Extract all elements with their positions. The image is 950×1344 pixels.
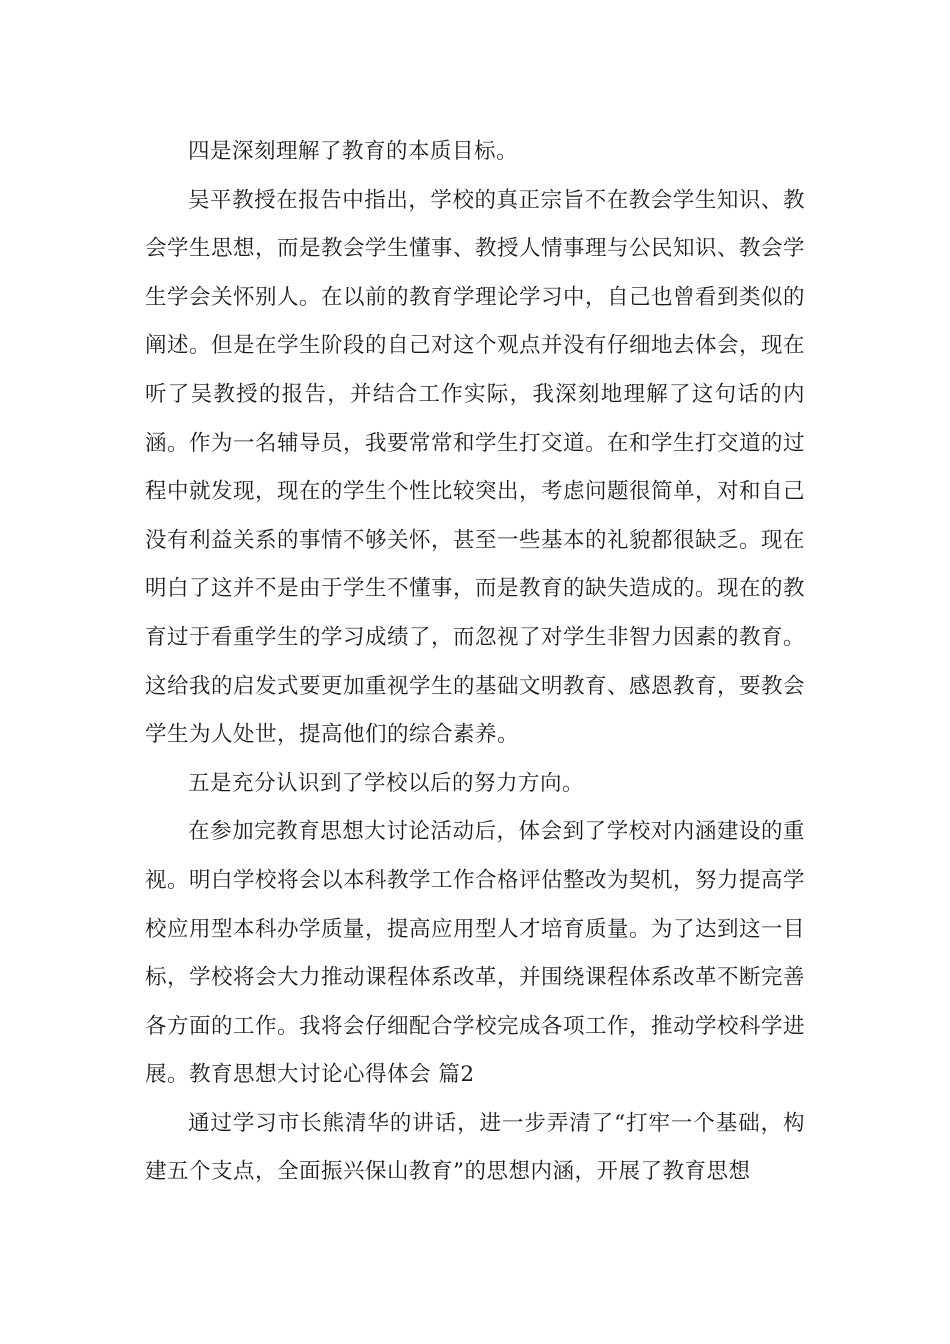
- paragraph-point-five-heading: 五是充分认识到了学校以后的努力方向。: [188, 770, 585, 796]
- paragraph-part-two-intro: 通过学习市长熊清华的讲话，进一步弄清了“打牢一个基础，构建五个支点，全面振兴保山教育”的思想内涵，开展了教育思想: [145, 1110, 805, 1185]
- document-page: [145, 128, 805, 1197]
- paragraph-point-four-heading: 四是深刻理解了教育的本质目标。: [188, 139, 519, 164]
- paragraph-point-five-body: 在参加完教育思想大讨论活动后，体会到了学校对内涵建设的重视。明白学校将会以本科教学工作合格评估整改为契机，努力提高学校应用型本科办学质量，提高应用型人才培育质量。为了达到这一目标，学校将会大力推动课程体系改革，并围绕课程体系改革不断完善各方面的工作。我将会仔细配合学校完成各项工作，推动学校科学进展。教育思想大讨论心得体会 篇2: [145, 819, 806, 1088]
- paragraph-point-four-body: 吴平教授在报告中指出，学校的真正宗旨不在教会学生知识、教会学生思想，而是教会学生懂事、教授人情事理与公民知识、教会学生学会关怀别人。在以前的教育学理论学习中，自己也曾看到类似的阐述。但是在学生阶段的自己对这个观点并没有仔细地去体会，现在听了吴教授的报告，并结合工作实际，我深刻地理解了这句话的内涵。作为一名辅导员，我要常常和学生打交道。在和学生打交道的过程中就发现，现在的学生个性比较突出，考虑问题很简单，对和自己没有利益关系的事情不够关怀，甚至一些基本的礼貌都很缺乏。现在明白了这并不是由于学生不懂事，而是教育的缺失造成的。现在的教育过于看重学生的学习成绩了，而忽视了对学生非智力因素的教育。这给我的启发式要更加重视学生的基础文明教育、感恩教育，要教会学生为人处世，提高他们的综合素养。: [145, 187, 806, 748]
